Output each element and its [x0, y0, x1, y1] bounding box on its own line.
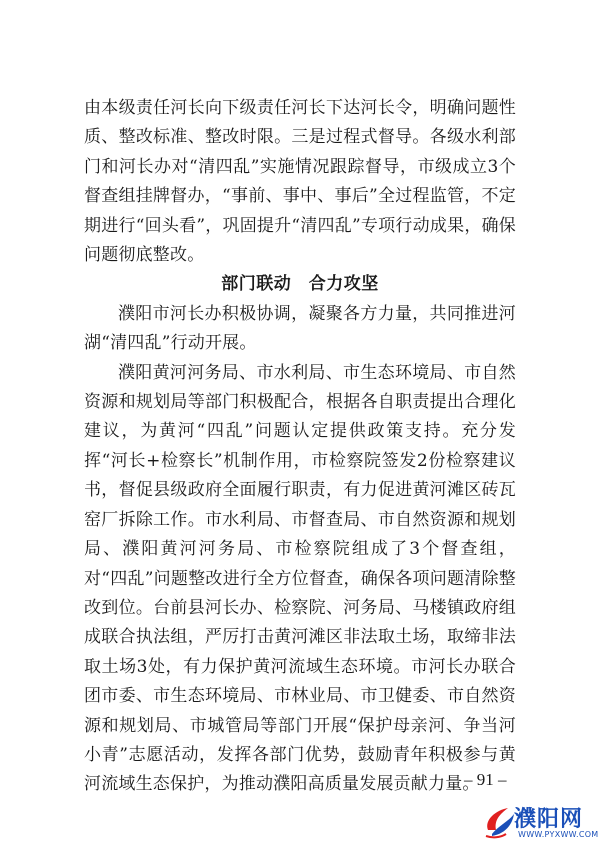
- pyxww-swirl-logo-icon: [482, 800, 516, 840]
- watermark-site-name: 濮阳网: [514, 807, 584, 832]
- paragraph-continued: 由本级责任河长向下级责任河长下达河长令，明确问题性质、整改标准、整改时限。三是过程式督导。各级水利部门和河长办对“清四乱”实施情况跟踪督导，市级成立3个督查组挂牌督办，“事前、事中、事后”全过程监管，不定期进行“回头看”，巩固提升“清四乱”专项行动成果，确保问题彻底整改。: [84, 98, 516, 266]
- paragraph-main: 濮阳黄河河务局、市水利局、市生态环境局、市自然资源和规划局等部门积极配合，根据各自职责提出合理化建议，为黄河“四乱”问题认定提供政策支持。充分发挥“河长+检察长”机制作用，市检察院签发2份检察建议书，督促县级政府全面履行职责，有力促进黄河滩区砖瓦窑厂拆除工作。市水利局、市督查局、市自然资源和规划局、濮阳黄河河务局、市检察院组成了3个督查组，对“四乱”问题整改进行全方位督查，确保各项问题清除整改到位。台前县河长办、检察院、河务局、马楼镇政府组成联合执法组，严厉打击黄河滩区非法取土场，取缔非法取土场3处，有力保护黄河流域生态环境。市河长办联合团市委、市生态环境局、市林业局、市卫健委、市自然资源和规划局、市城管局等部门开展“保护母亲河、争当河小青”志愿活动，发挥各部门优势，鼓励青年积极参与黄河流域生态保护，为推动濮阳高质量发展贡献力量。: [84, 362, 516, 795]
- document-body: [84, 94, 516, 800]
- paragraph-intro: 濮阳市河长办积极协调，凝聚各方力量，共同推进河湖“清四乱”行动开展。: [84, 303, 516, 354]
- section-heading: 部门联动 合力攻坚: [221, 274, 379, 295]
- site-watermark: [482, 800, 600, 848]
- page-number: – 91 –: [464, 770, 507, 789]
- watermark-url: WWW.PYXWW.COM: [518, 830, 599, 839]
